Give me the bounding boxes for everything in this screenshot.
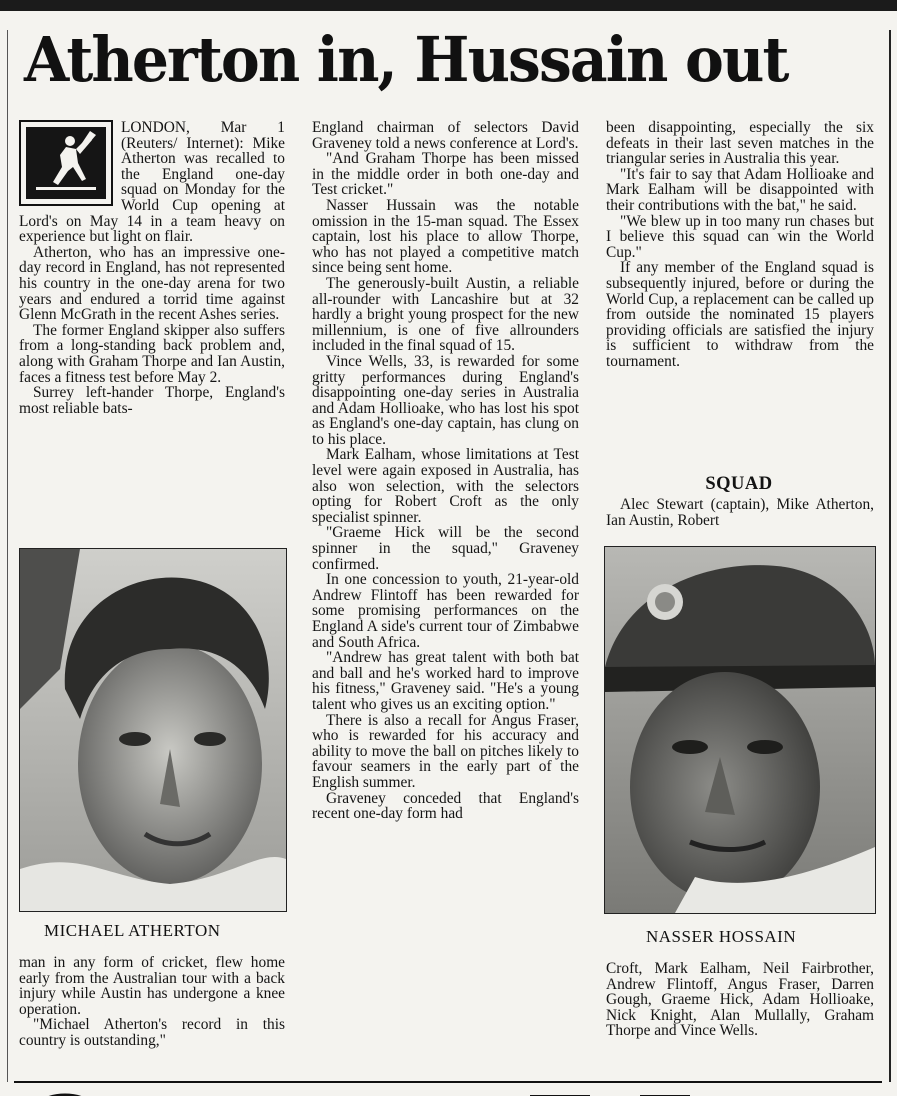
hussain-portrait-icon [605,547,875,913]
article-paragraph: been disappointing, especially the six defeats in their last seven matches in the triangular series in Australia this year. [606,120,874,168]
article-paragraph: If any member of the England squad is subsequently injured, before or during the World Cup, a replacement can be called up from outside the nominated 15 players providing officials are satisfied the injury is sufficient to withdraw from the tournament. [606,259,874,370]
article-paragraph: Mark Ealham, whose limitations at Test level were again exposed in Australia, has also won selection, with the selectors opting for Robert Croft as the only specialist spinner. [312,446,579,526]
article-paragraph: England chairman of selectors David Graveney told a news conference at Lord's. [312,120,579,152]
article-paragraph: "We blew up in too many run chases but I believe this squad can win the World Cup." [606,212,874,261]
squad-list: Croft, Mark Ealham, Neil Fairbrother, Andrew Flintoff, Angus Fraser, Darren Gough, Graeme Hick, Adam Hollioake, Nick Knight, Alan Mullally, Graham Thorpe and Vince Wells. [606,960,874,1040]
column-2 [312,120,579,1075]
article-paragraph: "And Graham Thorpe has been missed in the middle order in both one-day and Test cricket." [312,150,579,199]
article-paragraph: "Graeme Hick will be the second spinner in the squad," Graveney confirmed. [312,524,579,573]
atherton-photo [19,548,287,912]
squad-list-bottom [606,961,874,1039]
left-column-rule [7,30,8,1082]
next-article-fragment [40,1086,840,1096]
right-column-rule [889,30,891,1082]
atherton-portrait-icon [20,549,286,911]
photo-caption: MICHAEL ATHERTON [44,921,221,940]
article-paragraph: Vince Wells, 33, is rewarded for some gritty performances during England's disappointing one-day series in Australia and Adam Hollioake, who has lost his spot as England's one-day captain, has clung on to his place. [312,352,579,448]
top-rule [0,0,897,11]
photo-caption: NASSER HOSSAIN [646,927,797,946]
article-paragraph: The generously-built Austin, a reliable all-rounder with Lancashire but at 32 hardly a bright young prospect for the new millennium, is one of five allrounders included in the final squad of 15. [312,274,579,355]
article-paragraph: "It's fair to say that Adam Hollioake and Mark Ealham will be disappointed with their contributions with the bat," he said. [606,165,874,214]
article-paragraph: There is also a recall for Angus Fraser, who is rewarded for his accuracy and ability to move the ball on pitches likely to favour seamers in the early part of the English summer. [312,711,579,791]
article-paragraph: Graveney conceded that England's recent one-day form had [312,789,579,823]
squad-heading: SQUAD [705,474,773,494]
article-paragraph: The former England skipper also suffers from a long-standing back problem and, along with Graham Thorpe and Ian Austin, faces a fitness test before May 2. [19,321,285,386]
bottom-rule [14,1081,882,1083]
cricket-logo [19,120,113,206]
column-3-top [606,120,874,472]
article-paragraph: Nasser Hussain was the notable omission in the 15-man squad. The Essex captain, lost his place to allow Thorpe, who has not played a competitive match since being sent home. [312,196,579,277]
article-paragraph: LONDON, Mar 1 (Reuters/ Internet): Mike Atherton was recalled to the England one-day squad on Monday for the World Cup opening at Lord's on May 14 in a team heavy on experience but light on flair. [19,120,285,246]
article-paragraph: Surrey left-hander Thorpe, England's most reliable bats- [19,384,285,417]
article-paragraph: man in any form of cricket, flew home early from the Australian tour with a back injury while Austin has undergone a knee operation. [19,954,285,1018]
squad-list: Alec Stewart (captain), Mike Atherton, Ian Austin, Robert [606,496,874,529]
headline: Atherton in, Hussain out [24,23,788,96]
article-paragraph: "Michael Atherton's record in this country is outstanding," [19,1016,285,1049]
hussain-photo [604,546,876,914]
cricketer-icon [26,127,106,199]
article-paragraph: Atherton, who has an impressive one-day record in England, has not represented his country in the one-day arena for two years and endured a torrid time against Glenn McGrath in the recent Ashes series. [19,243,285,324]
squad-list-top [606,497,874,528]
column-1-top [19,120,285,544]
article-paragraph: In one concession to youth, 21-year-old Andrew Flintoff has been rewarded for some promising performances on the England A side's current tour of Zimbabwe and South Africa. [312,571,579,651]
column-1-bottom [19,955,285,1049]
article-paragraph: "Andrew has great talent with both bat and ball and he's worked hard to improve his fitness," Graveney said. "He's a young talent who gives us an exciting option." [312,649,579,713]
